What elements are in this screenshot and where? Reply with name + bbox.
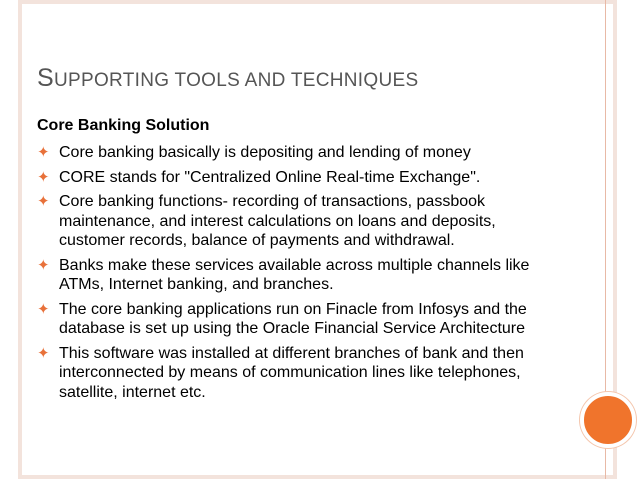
bullet-icon: ✦ [37, 300, 50, 318]
bullet-item [37, 300, 557, 339]
slide-frame-top [20, 0, 617, 4]
bullet-icon: ✦ [37, 193, 50, 210]
slide-frame-left [18, 0, 22, 479]
bullet-text: Banks make these services available across multiple channels like ATMs, Internet banking, and branches. [59, 256, 530, 293]
slide-title-rest: UPPORTING TOOLS AND TECHNIQUES [53, 70, 419, 91]
bullet-item [37, 344, 557, 403]
bullet-text: This software was installed at different branches of bank and then interconnected by means of communication lines like telephones, satellite, internet etc. [59, 344, 524, 401]
slide-title-initial: S [37, 64, 54, 92]
bullet-icon: ✦ [37, 144, 50, 161]
decorative-orange-circle [580, 392, 636, 448]
bullet-item [37, 256, 557, 295]
bullet-text: The core banking applications run on Finacle from Infosys and the database is set up using the Oracle Financial Service Architecture [59, 300, 527, 337]
bullet-list [37, 143, 557, 407]
slide-subtitle: Core Banking Solution [37, 117, 210, 134]
bullet-text: Core banking functions- recording of transactions, passbook maintenance, and interest calculations on loans and deposits, customer records, balance of payments and withdrawal. [59, 193, 496, 249]
bullet-item [37, 168, 557, 188]
bullet-icon: ✦ [37, 168, 50, 186]
bullet-text: Core banking basically is depositing and lending of money [59, 144, 471, 161]
bullet-item [37, 143, 557, 163]
bullet-icon: ✦ [37, 256, 50, 274]
bullet-text: CORE stands for "Centralized Online Real-time Exchange". [59, 168, 481, 186]
slide-frame-bottom [20, 475, 617, 479]
bullet-icon: ✦ [37, 344, 50, 362]
bullet-item [37, 192, 557, 251]
slide-title [37, 64, 418, 93]
